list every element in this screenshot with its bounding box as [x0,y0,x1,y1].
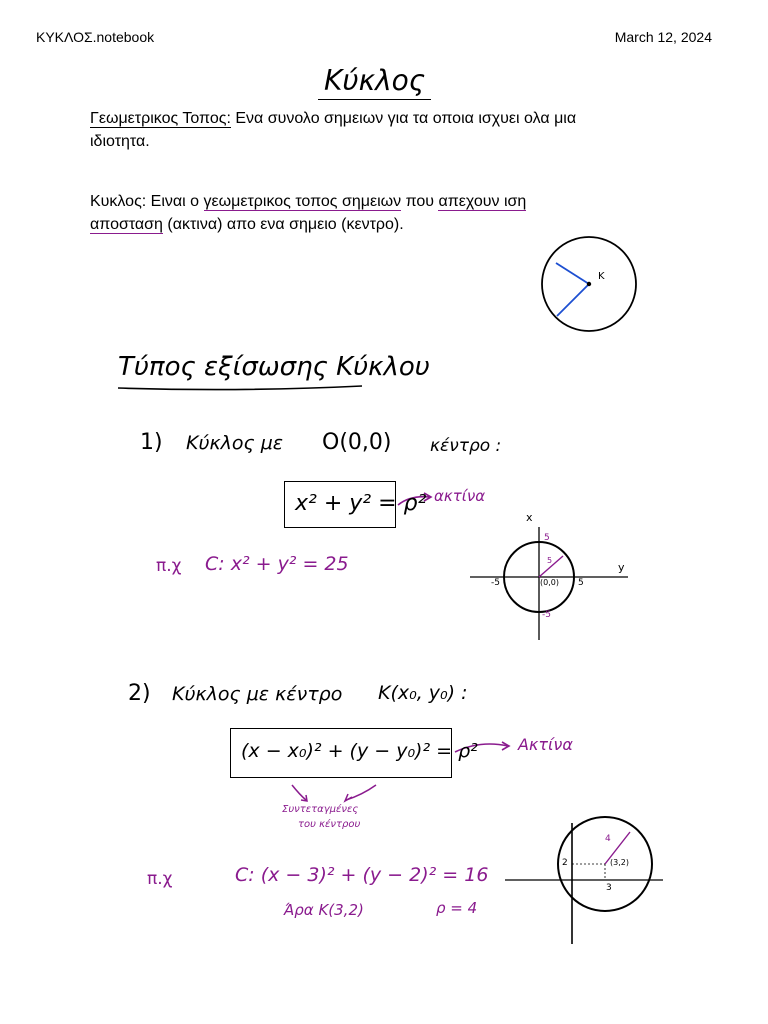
circle-def-underlined-locus: γεωμετρικος τοπος σημειων [203,193,402,210]
graph1-label-top: 5 [544,533,550,543]
case1-formula-box [284,481,427,528]
coords-arrow-left [292,785,306,800]
case2-radius: ρ = 4 [436,899,478,917]
case2-example-label: π.χ [147,869,173,889]
case2-formula: (x − x₀)² + (y − y₀)² = ρ² [241,740,478,762]
case1-example-label: π.χ [156,556,182,576]
case1-number: 1) [140,430,163,455]
radius-line-1 [556,263,589,284]
circle-def-text-2: που [401,193,439,210]
case1-center: O(0,0) [322,430,392,455]
graph1-y-label: y [618,561,625,574]
case1-radius-annot: ακτίνα [434,487,486,505]
section-title-underline [118,386,362,390]
case1-example-eq: C: x² + y² = 25 [205,553,349,575]
coords-label-1: Συντεταγμένες [282,804,359,815]
graph2-radius-label: 4 [605,834,611,844]
center-dot [587,282,591,286]
definition-text-1: Ενα συνολο σημειων για τα οποια ισχυει ολα μια [235,110,577,127]
graph1-label-bottom: -5 [542,610,551,620]
case2-number: 2) [128,681,151,706]
case1-heading-tail: κέντρο : [430,436,502,456]
case1-heading: Κύκλος με [186,432,284,454]
case2-example-eq: C: (x − 3)² + (y − 2)² = 16 [235,864,489,886]
circle-center-label: K [598,271,605,282]
graph2-center-label: (3,2) [610,858,629,867]
page-title: Κύκλος [318,64,431,100]
case2-conclusion: Άρα K(3,2) [284,901,364,919]
section-title: Τύπος εξίσωσης Κύκλου [118,352,430,382]
header-date: March 12, 2024 [614,29,712,45]
graph1-origin-label: (0,0) [540,578,559,587]
definition-text-2: ιδιοτητα. [90,133,150,150]
circle-def-text: Κυκλος: Ειναι ο [90,193,204,210]
graph1-label-left: -5 [491,578,500,588]
graph1-radius-label: 5 [547,556,553,565]
header-filename: ΚΥΚΛΟΣ.notebook [36,29,155,45]
circle-def-text-3: (ακτινα) απο ενα σημειο (κεντρο). [162,216,404,233]
case2-formula-box [230,728,478,778]
graph2-y-tick: 2 [562,858,568,868]
circle-def-underlined-equal: απεχουν ιση [438,193,527,210]
coords-label-2: του κέντρου [298,819,361,830]
radius-line-2 [557,284,589,316]
circle-def-underlined-distance: αποσταση [90,216,163,233]
definition-term: Γεωμετρικος Τοπος: [90,110,231,127]
case2-heading: Κύκλος με κέντρο [172,683,343,705]
case1-formula: x² + y² = ρ² [295,491,427,516]
graph1-label-right: 5 [578,578,584,588]
case2-radius-annot: Ακτίνα [518,735,573,754]
graph1-x-label: x [526,511,533,524]
case2-center: K(x₀, y₀) : [378,682,468,704]
graph2-x-tick: 3 [606,883,612,893]
